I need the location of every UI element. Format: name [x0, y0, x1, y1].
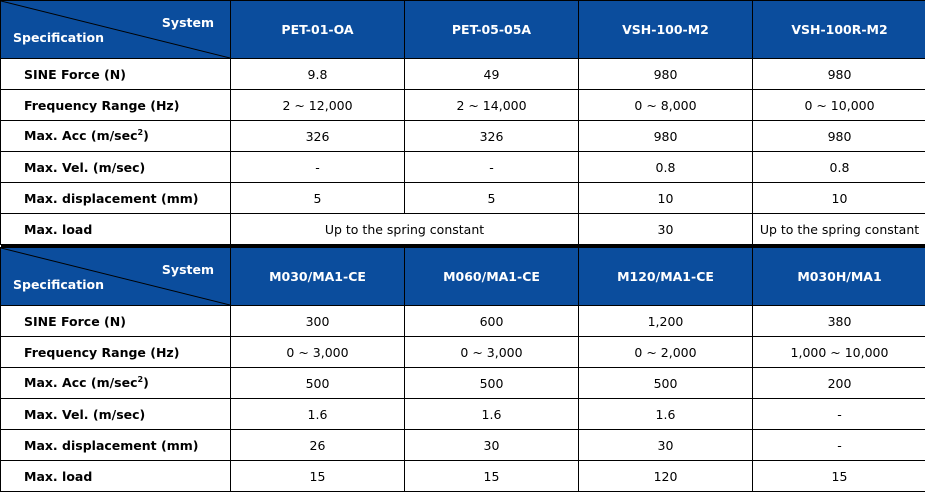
row-label: SINE Force (N) — [1, 59, 231, 90]
row-label: Frequency Range (Hz) — [1, 90, 231, 121]
corner-cell — [1, 248, 231, 306]
value-cell: 600 — [405, 306, 579, 337]
corner-cell — [1, 1, 231, 59]
table-row — [1, 461, 925, 492]
value-cell: Up to the spring constant — [753, 214, 925, 245]
value-cell: 9.8 — [231, 59, 405, 90]
value-cell: 10 — [579, 183, 753, 214]
row-label: Max. load — [1, 461, 231, 492]
row-label: Max. displacement (mm) — [1, 183, 231, 214]
value-cell: 30 — [579, 214, 753, 245]
model-header: M120/MA1-CE — [579, 248, 753, 306]
value-cell: 120 — [579, 461, 753, 492]
value-cell: 0 ~ 10,000 — [753, 90, 925, 121]
table-row — [1, 121, 925, 152]
value-cell: 1.6 — [579, 399, 753, 430]
row-label — [1, 121, 231, 152]
merged-value-cell: Up to the spring constant — [231, 214, 579, 245]
value-cell: 0.8 — [753, 152, 925, 183]
value-cell: 30 — [405, 430, 579, 461]
specification-label: Specification — [13, 30, 104, 45]
row-label: Frequency Range (Hz) — [1, 337, 231, 368]
value-cell: 980 — [579, 121, 753, 152]
value-cell: 0 ~ 2,000 — [579, 337, 753, 368]
value-cell: 5 — [231, 183, 405, 214]
value-cell: 1.6 — [231, 399, 405, 430]
value-cell: 15 — [405, 461, 579, 492]
value-cell: 980 — [753, 121, 925, 152]
model-header: M030/MA1-CE — [231, 248, 405, 306]
value-cell: 5 — [405, 183, 579, 214]
row-label-end: ) — [143, 375, 149, 391]
header-row — [1, 1, 925, 59]
value-cell: 2 ~ 14,000 — [405, 90, 579, 121]
table-row — [1, 306, 925, 337]
system-label: System — [161, 262, 214, 277]
row-label-superscript: 2 — [137, 375, 144, 385]
table-row — [1, 59, 925, 90]
value-cell: 1,200 — [579, 306, 753, 337]
value-cell: 326 — [405, 121, 579, 152]
header-row — [1, 248, 925, 306]
model-header: PET-05-05A — [405, 1, 579, 59]
value-cell: 326 — [231, 121, 405, 152]
value-cell: 0.8 — [579, 152, 753, 183]
system-label: System — [161, 15, 214, 30]
value-cell: 15 — [753, 461, 925, 492]
value-cell: 500 — [405, 368, 579, 399]
row-label-end: ) — [143, 128, 149, 144]
table-row — [1, 430, 925, 461]
row-label-superscript: 2 — [137, 128, 144, 138]
value-cell: 10 — [753, 183, 925, 214]
table-row — [1, 399, 925, 430]
value-cell: 49 — [405, 59, 579, 90]
row-label: Max. displacement (mm) — [1, 430, 231, 461]
value-cell: 300 — [231, 306, 405, 337]
value-cell: 380 — [753, 306, 925, 337]
value-cell: 0 ~ 3,000 — [405, 337, 579, 368]
value-cell: - — [405, 152, 579, 183]
row-label — [1, 368, 231, 399]
table-row — [1, 152, 925, 183]
value-cell: 200 — [753, 368, 925, 399]
row-label: Max. Vel. (m/sec) — [1, 399, 231, 430]
value-cell: 980 — [753, 59, 925, 90]
row-label: Max. Vel. (m/sec) — [1, 152, 231, 183]
model-header: VSH-100R-M2 — [753, 1, 925, 59]
row-label: Max. load — [1, 214, 231, 245]
model-header: M060/MA1-CE — [405, 248, 579, 306]
table-row — [1, 214, 925, 245]
table-row — [1, 183, 925, 214]
value-cell: 0 ~ 8,000 — [579, 90, 753, 121]
value-cell: - — [231, 152, 405, 183]
value-cell: 500 — [579, 368, 753, 399]
row-label-main: Max. Acc (m/sec — [24, 128, 138, 144]
value-cell: 980 — [579, 59, 753, 90]
table-row — [1, 337, 925, 368]
row-label: SINE Force (N) — [1, 306, 231, 337]
value-cell: 500 — [231, 368, 405, 399]
value-cell: - — [753, 399, 925, 430]
table-row — [1, 368, 925, 399]
value-cell: 15 — [231, 461, 405, 492]
value-cell: 30 — [579, 430, 753, 461]
value-cell: 1.6 — [405, 399, 579, 430]
value-cell: 0 ~ 3,000 — [231, 337, 405, 368]
value-cell: - — [753, 430, 925, 461]
value-cell: 1,000 ~ 10,000 — [753, 337, 925, 368]
value-cell: 26 — [231, 430, 405, 461]
model-header: VSH-100-M2 — [579, 1, 753, 59]
value-cell: 2 ~ 12,000 — [231, 90, 405, 121]
specification-label: Specification — [13, 277, 104, 292]
model-header: PET-01-OA — [231, 1, 405, 59]
model-header: M030H/MA1 — [753, 248, 925, 306]
table-row — [1, 90, 925, 121]
row-label-main: Max. Acc (m/sec — [24, 375, 138, 391]
